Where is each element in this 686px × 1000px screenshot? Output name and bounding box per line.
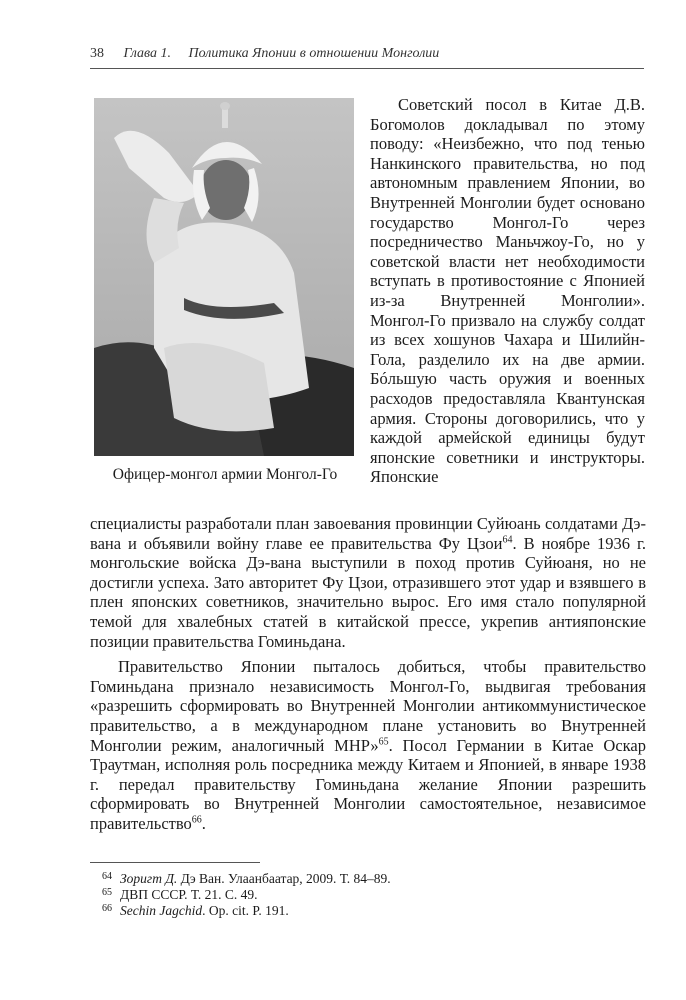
continuation-text: специалисты разработали план завоевания провинции Суйюань солдатами Дэ-вана и объявили войну главе ее правительства Фу Цзои xyxy=(90,514,646,553)
footnote-ref-64[interactable]: 64 xyxy=(502,534,513,546)
footnote-rule xyxy=(90,862,260,863)
footnote-ref-65[interactable]: 65 xyxy=(378,736,389,748)
paragraph-2 xyxy=(90,657,646,833)
main-text xyxy=(90,514,646,834)
officer-photo xyxy=(94,98,354,456)
footnote-text: Дэ Ван. Улаанбаатар, 2009. Т. 84–89. xyxy=(177,871,391,886)
running-head xyxy=(90,46,610,62)
photo-caption: Офицер-монгол армии Монгол-Го xyxy=(112,466,338,483)
footnote-author: Зоригт Д. xyxy=(120,871,178,886)
paragraph-2-a: Правительство Японии пыталось добиться, чтобы правительство Гоминьдана признало независимость Монгол-Го, выдвигая требования «разрешить сформировать во Внутренней Монголии антикоммунистическое правительство, а в международном плане установить во Внутренней Монголии режим, аналогичный МНР» xyxy=(90,657,646,755)
footnote-author: Sechin Jagchid xyxy=(120,903,203,918)
footnotes xyxy=(90,871,610,919)
footnote-text: . Op. cit. P. 191. xyxy=(202,903,289,918)
page-number: 38 xyxy=(90,46,104,61)
footnote-ref-66[interactable]: 66 xyxy=(191,814,202,826)
paragraph-2-b: . Посол Германии в Китае Оскар Траутман, исполняя роль посредника между Китаем и Японией, в январе 1938 г. передал правительству Гоминьдана желание Японии разрешить сформировать во Внутренней Монголии самостоятельное, независимое правительство xyxy=(90,735,646,833)
footnote-65 xyxy=(90,887,610,903)
footnote-number: 66 xyxy=(102,903,112,914)
column-text xyxy=(370,95,645,487)
chapter-label: Глава 1. xyxy=(123,46,171,61)
column-paragraph: Советский посол в Китае Д.В. Богомолов докладывал по этому поводу: «Неизбежно, что под тенью Нанкинского правительства, но под автономным правлением Японии, во Внутренней Монголии будет основано государство Монгол-Го через посредничество Маньчжоу-Го, но у советской власти нет необходимости вступать в противостояние с Японией из-за Внутренней Монголии». Монгол-Го призвало на службу солдат из всех хошунов Чахара и Шилийн-Гола, разделило их на две армии. Бóльшую часть оружия и военных расходов предоставляла Квантунская армия. Стороны договорились, что у каждой армейской единицы будут японские советники и инструкторы. Японские xyxy=(370,95,645,487)
footnote-number: 64 xyxy=(102,871,112,882)
footnote-66 xyxy=(90,903,610,919)
photo-illustration xyxy=(94,98,354,456)
paragraph-2-end: . xyxy=(201,813,206,833)
footnote-text: ДВП СССР. Т. 21. С. 49. xyxy=(120,887,258,902)
footnote-64 xyxy=(90,871,610,887)
chapter-title: Политика Японии в отношении Монголии xyxy=(188,46,440,61)
paragraph-continuation xyxy=(90,514,646,651)
continuation-rest: . В ноябре 1936 г. монгольские войска Дэ-вана выступили в поход против Суйюаня, но не достигли успеха. Зато авторитет Фу Цзои, отразившего этот удар и взявшего в плен японских советников, значительно вырос. Его имя стало популярной темой для хвалебных статей в китайской прессе, укрепив антияпонские позиции правительства Гоминьдана. xyxy=(90,533,646,651)
footnote-number: 65 xyxy=(102,887,112,898)
header-rule xyxy=(90,68,644,69)
